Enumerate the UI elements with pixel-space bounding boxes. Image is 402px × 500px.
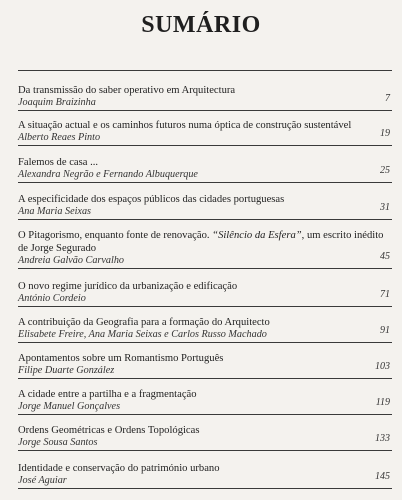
toc-entry[interactable]	[18, 352, 392, 379]
entry-author-line	[18, 293, 392, 307]
toc-entry[interactable]	[18, 388, 392, 415]
entry-title: O novo regime jurídico da urbanização e edificação	[18, 281, 238, 292]
entry-author: Ana Maria Seixas	[18, 206, 91, 217]
entry-author-line	[18, 365, 392, 379]
entry-author-line	[18, 206, 392, 220]
entry-author: António Cordeio	[18, 293, 86, 304]
entry-page-number: 45	[380, 251, 390, 262]
entry-page-number: 7	[385, 93, 390, 104]
entry-author-line	[18, 329, 392, 343]
entry-title: Da transmissão do saber operativo em Arquitectura	[18, 85, 236, 96]
entry-page-number: 31	[380, 202, 390, 213]
entry-author-line	[18, 169, 392, 183]
entry-page-number: 119	[375, 397, 390, 408]
entry-title: O Pitagorismo, enquanto fonte de renovação. “Silêncio da Esfera”, um escrito inédito	[18, 230, 384, 241]
entry-author: Jorge Sousa Santos	[18, 437, 98, 448]
entry-title-italic: “Silêncio da Esfera”	[212, 230, 302, 241]
entry-author-line	[18, 475, 392, 489]
entry-page-number: 103	[375, 361, 390, 372]
entry-author: Andreia Galvão Carvalho	[18, 255, 125, 266]
entry-title: Ordens Geométricas e Ordens Topológicas	[18, 425, 200, 436]
entry-author-line	[18, 97, 392, 111]
toc-entry[interactable]	[18, 119, 392, 146]
entry-author: Filipe Duarte González	[18, 365, 115, 376]
entry-author-line	[18, 401, 392, 415]
toc-entry[interactable]	[18, 156, 392, 183]
entry-title: Falemos de casa ...	[18, 157, 99, 168]
toc-entry[interactable]	[18, 280, 392, 307]
entry-title: A especificidade dos espaços públicos das cidades portuguesas	[18, 194, 285, 205]
entry-title: Identidade e conservação do património urbano	[18, 463, 220, 474]
page-title: SUMÁRIO	[141, 12, 261, 38]
entry-title-line2: de Jorge Segurado	[18, 243, 97, 254]
entry-author: Alexandra Negrão e Fernando Albuquerque	[18, 169, 198, 180]
entry-page-number: 145	[375, 471, 390, 482]
top-rule	[18, 70, 392, 71]
toc-entry[interactable]	[18, 462, 392, 489]
entry-author: Alberto Reaes Pinto	[18, 132, 101, 143]
toc-entry[interactable]	[18, 84, 392, 111]
toc-entry[interactable]	[18, 193, 392, 220]
entry-author-line	[18, 437, 392, 451]
entry-author: Jorge Manuel Gonçalves	[18, 401, 121, 412]
entry-page-number: 25	[380, 165, 390, 176]
entry-title: A contribuição da Geografia para a formação do Arquitecto	[18, 317, 270, 328]
entry-page-number: 91	[380, 325, 390, 336]
entry-title: A cidade entre a partilha e a fragmentação	[18, 389, 197, 400]
entry-page-number: 19	[380, 128, 390, 139]
entry-page-number: 71	[380, 289, 390, 300]
entry-title: A situação actual e os caminhos futuros numa óptica de construção sustentável	[18, 120, 352, 131]
entry-author: Joaquim Braizinha	[18, 97, 96, 108]
entry-author: Elisabete Freire, Ana Maria Seixas e Carlos Russo Machado	[18, 329, 267, 340]
entry-page-number: 133	[375, 433, 390, 444]
entry-author-line	[18, 255, 392, 269]
toc-entry[interactable]	[18, 424, 392, 451]
toc-entry[interactable]	[18, 229, 392, 269]
entry-author-line	[18, 132, 392, 146]
entry-title: Apontamentos sobre um Romantismo Português	[18, 353, 224, 364]
toc-entry[interactable]	[18, 316, 392, 343]
entry-author: José Aguiar	[18, 475, 67, 486]
